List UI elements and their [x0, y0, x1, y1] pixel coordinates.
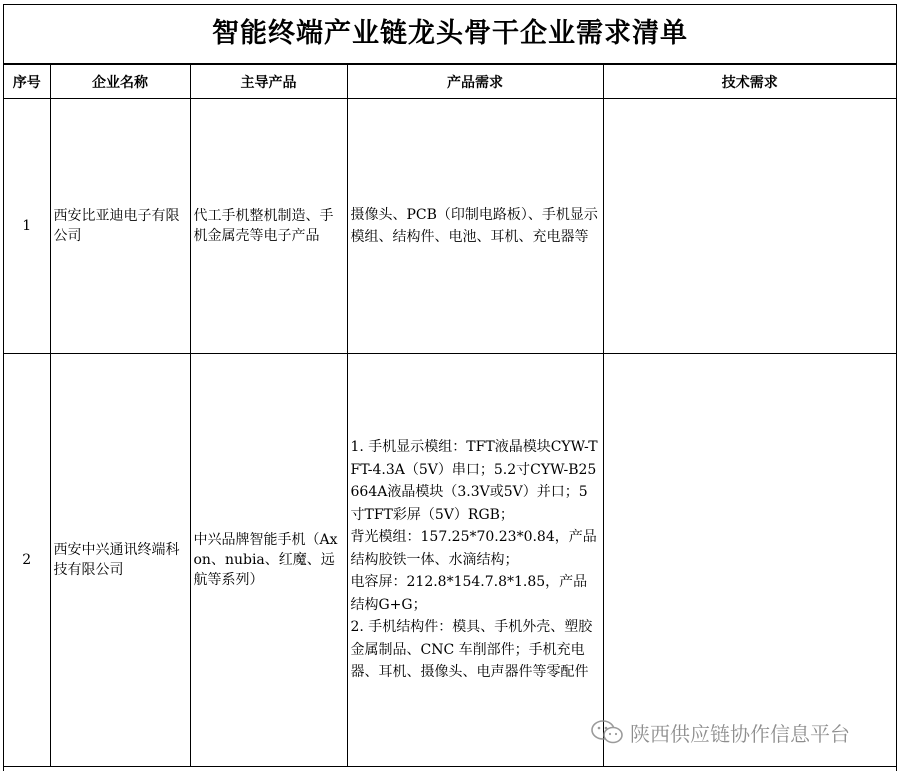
tech-needs [603, 99, 896, 354]
col-header-product: 主导产品 [190, 65, 347, 99]
col-header-product-needs: 产品需求 [347, 65, 603, 99]
needs-line: 摄像头、PCB（印制电路板）、手机显示模组、结构件、电池、耳机、充电器等 [350, 206, 598, 245]
needs-line: 1. 手机显示模组：TFT液晶模块CYW-TFT-4.3A（5V）串口；5.2寸CYW-B25664A液晶模块（3.3V或5V）并口；5寸TFT彩屏（5V）RGB； [350, 439, 598, 523]
table-row [4, 99, 896, 354]
row-index: 2 [4, 354, 50, 767]
watermark-text: 陕西供应链协作信息平台 [630, 721, 850, 746]
demand-sheet [3, 4, 897, 771]
col-header-tech-needs: 技术需求 [603, 65, 896, 99]
wechat-icon [590, 719, 624, 745]
col-header-index: 序号 [4, 65, 50, 99]
row-index: 1 [4, 99, 50, 354]
company-name: 西安比亚迪电子有限公司 [50, 99, 190, 354]
demand-table [4, 64, 896, 767]
col-header-company: 企业名称 [50, 65, 190, 99]
main-product: 中兴品牌智能手机（Axon、nubia、红魔、远航等系列） [190, 354, 347, 767]
header-row [4, 65, 896, 99]
needs-line: 电容屏：212.8*154.7.8*1.85，产品结构G+G； [350, 574, 588, 613]
needs-line: 2. 手机结构件：模具、手机外壳、塑胶金属制品、CNC 车削部件；手机充电器、耳机、摄像头、电声器件等零配件 [350, 619, 593, 681]
sheet-title: 智能终端产业链龙头骨干企业需求清单 [4, 5, 896, 64]
watermark [590, 716, 850, 748]
company-name: 西安中兴通讯终端科技有限公司 [50, 354, 190, 767]
main-product: 代工手机整机制造、手机金属壳等电子产品 [190, 99, 347, 354]
product-needs [347, 354, 603, 767]
product-needs [347, 99, 603, 354]
needs-line: 背光模组：157.25*70.23*0.84，产品结构胶铁一体、水滴结构； [350, 529, 597, 568]
tech-needs [603, 354, 896, 767]
table-row [4, 354, 896, 767]
